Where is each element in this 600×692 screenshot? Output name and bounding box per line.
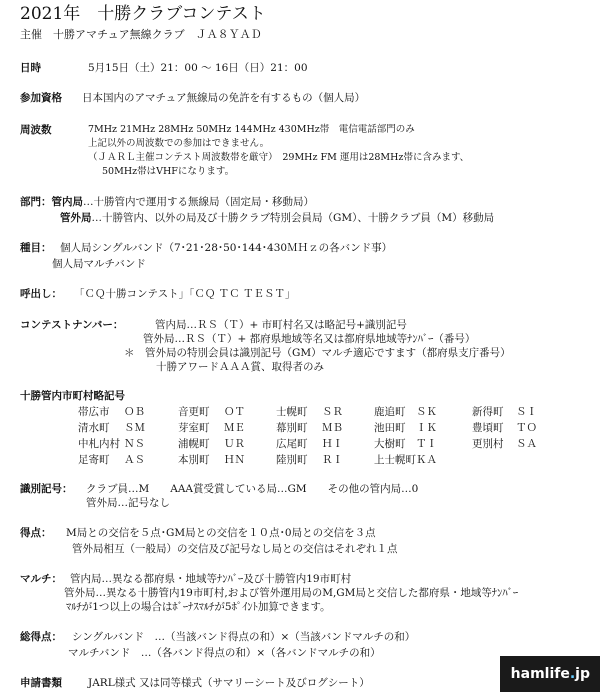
multi-line-2: 管外局…異なる十勝管内19市町村,および管外運用局のM,GM局と交信した都府県・地域等ﾅﾝﾊﾞｰ bbox=[64, 587, 519, 599]
town-name: 清水町 bbox=[78, 422, 110, 434]
town-code: ＴＯ bbox=[516, 422, 537, 434]
town-name: 新得町 bbox=[472, 406, 504, 418]
category-label: 部門： bbox=[20, 196, 52, 208]
town-code: ＳＡ bbox=[516, 438, 537, 450]
town-code: ＵＲ bbox=[224, 438, 245, 450]
category-kannai-text: …十勝管内で運用する無線局（固定局・移動局） bbox=[83, 196, 314, 208]
town-name: 更別村 bbox=[472, 438, 504, 450]
towns-table bbox=[78, 404, 537, 468]
town-name: 浦幌町 bbox=[178, 438, 210, 450]
datetime-value: 5月15日（土）21：00 ～ 16日（日）21：00 bbox=[88, 62, 308, 74]
town-code: ＳＲ bbox=[322, 406, 343, 418]
score-line-2: 管外局相互（一般局）の交信及び記号なし局との交信はそれぞれ１点 bbox=[72, 543, 398, 555]
town-code: ＩＫ bbox=[416, 422, 437, 434]
town-name: 大樹町 bbox=[374, 438, 406, 450]
contest-number-line-4: 十勝アワードＡＡＡ賞、取得者のみ bbox=[156, 361, 324, 373]
town-code: ＳＭ bbox=[124, 422, 145, 434]
datetime-label: 日時 bbox=[20, 62, 41, 74]
score-line-1: M局との交信を５点･GM局との交信を１０点･0局との交信を３点 bbox=[66, 527, 376, 539]
watermark-dot: . bbox=[569, 666, 576, 682]
id-code-line-1: クラブ員…M AAA賞受賞している局…GM その他の管内局…0 bbox=[86, 483, 419, 495]
town-name: 鹿追町 bbox=[374, 406, 406, 418]
score-label: 得点： bbox=[20, 527, 52, 539]
id-code-line-2: 管外局…記号なし bbox=[86, 497, 170, 509]
event-line-2: 個人局マルチバンド bbox=[52, 258, 146, 270]
contest-number-line-1: 管内局…ＲＳ（Ｔ）+ 市町村名又は略記号+識別記号 bbox=[155, 319, 407, 331]
eligibility-value: 日本国内のアマチュア無線局の免許を有するもの（個人局） bbox=[82, 92, 366, 104]
host-line: 主催 十勝アマチュア無線クラブ ＪＡ８ＹＡＤ bbox=[20, 28, 262, 41]
multi-label: マルチ： bbox=[20, 573, 62, 585]
town-name: 中札内村 bbox=[78, 438, 120, 450]
town-code: ＯＴ bbox=[224, 406, 245, 418]
contest-number-line-2: 管外局…ＲＳ（Ｔ）+ 都府県地域等名又は都府県地域等ﾅﾝﾊﾞｰ（番号） bbox=[143, 333, 476, 345]
town-name: 陸別町 bbox=[276, 454, 308, 466]
call-value: 「ＣＱ十勝コンテスト」「ＣＱ ＴＣ ＴＥＳＴ」 bbox=[74, 288, 296, 300]
frequency-line-4: 50MHz帯はVHFになります。 bbox=[102, 166, 235, 177]
town-code: ＮＳ bbox=[124, 438, 145, 450]
town-name: 豊頃町 bbox=[472, 422, 504, 434]
eligibility-label: 参加資格 bbox=[20, 92, 62, 104]
multi-line-3: ﾏﾙﾁが1つ以上の場合はﾎﾞｰﾅｽﾏﾙﾁが5ﾎﾟｲﾝﾄ加算できます。 bbox=[66, 601, 331, 613]
contest-number-line-3: ＊ 管外局の特別会員は識別記号（GM）マルチ適応ですます（都府県支庁番号） bbox=[124, 347, 511, 359]
town-code: ＨＩ bbox=[322, 438, 343, 450]
category-kangai-text: …十勝管内、以外の局及び十勝クラブ特別会員局（GM）、十勝クラブ員（M）移動局 bbox=[91, 212, 495, 224]
table-row bbox=[78, 404, 537, 420]
application-value: JARL様式 又は同等様式（サマリーシート及びログシート） bbox=[88, 677, 370, 689]
town-name: 上士幌町 bbox=[374, 454, 416, 466]
frequency-line-2: 上記以外の周波数での参加はできません。 bbox=[88, 138, 270, 149]
total-label: 総得点： bbox=[20, 631, 62, 643]
event-label: 種目： bbox=[20, 242, 52, 254]
town-code: ＡＳ bbox=[124, 454, 145, 466]
application-label: 申請書類 bbox=[20, 677, 62, 689]
town-name: 広尾町 bbox=[276, 438, 308, 450]
category-kangai-label: 管外局 bbox=[60, 212, 92, 224]
town-name: 幕別町 bbox=[276, 422, 308, 434]
town-code: ＳＩ bbox=[516, 406, 537, 418]
town-code: ＭＥ bbox=[224, 422, 245, 434]
table-row bbox=[78, 436, 537, 452]
town-code: ＭＢ bbox=[322, 422, 343, 434]
town-code: ＯＢ bbox=[124, 406, 145, 418]
frequency-line-1: 7MHz 21MHz 28MHz 50MHz 144MHz 430MHz帯 電信電話部門のみ bbox=[88, 124, 415, 135]
town-name: 帯広市 bbox=[78, 406, 110, 418]
town-name: 芽室町 bbox=[178, 422, 210, 434]
watermark-tld: jp bbox=[575, 666, 590, 682]
town-name: 池田町 bbox=[374, 422, 406, 434]
town-name: 音更町 bbox=[178, 406, 210, 418]
frequency-line-3: （ＪＡＲＬ主催コンテスト周波数帯を厳守） 29MHz FM 運用は28MHz帯に含みます、 bbox=[88, 152, 470, 163]
towns-label: 十勝管内市町村略記号 bbox=[20, 390, 125, 402]
id-code-label: 識別記号： bbox=[20, 483, 73, 495]
table-row bbox=[78, 452, 537, 468]
total-line-2: マルチバンド …（各バンド得点の和）×（各バンドマルチの和） bbox=[68, 647, 381, 659]
town-code: ＫＡ bbox=[416, 454, 437, 466]
town-name: 士幌町 bbox=[276, 406, 308, 418]
town-code: ＴＩ bbox=[416, 438, 437, 450]
watermark-logo bbox=[500, 656, 600, 692]
town-name: 足寄町 bbox=[78, 454, 110, 466]
town-code: ＲＩ bbox=[322, 454, 343, 466]
town-code: ＳＫ bbox=[416, 406, 437, 418]
multi-line-1: 管内局…異なる都府県・地域等ﾅﾝﾊﾞｰ及び十勝管内19市町村 bbox=[70, 573, 352, 585]
town-name: 本別町 bbox=[178, 454, 210, 466]
frequency-label: 周波数 bbox=[20, 124, 52, 136]
total-line-1: シングルバンド …（当該バンド得点の和）×（当該バンドマルチの和） bbox=[72, 631, 416, 643]
event-line-1: 個人局シングルバンド（7･21･28･50･144･430ＭＨｚの各バンド事） bbox=[60, 242, 393, 254]
category-kannai-label: 管内局 bbox=[51, 196, 83, 208]
call-label: 呼出し： bbox=[20, 288, 62, 300]
town-code: ＨＮ bbox=[224, 454, 245, 466]
watermark-name: hamlife bbox=[510, 666, 570, 682]
page-title: 2021年 十勝クラブコンテスト bbox=[20, 4, 266, 24]
contest-number-label: コンテストナンバー： bbox=[20, 319, 124, 331]
table-row bbox=[78, 420, 537, 436]
category-kangai bbox=[60, 212, 494, 224]
category-kannai bbox=[20, 196, 314, 208]
